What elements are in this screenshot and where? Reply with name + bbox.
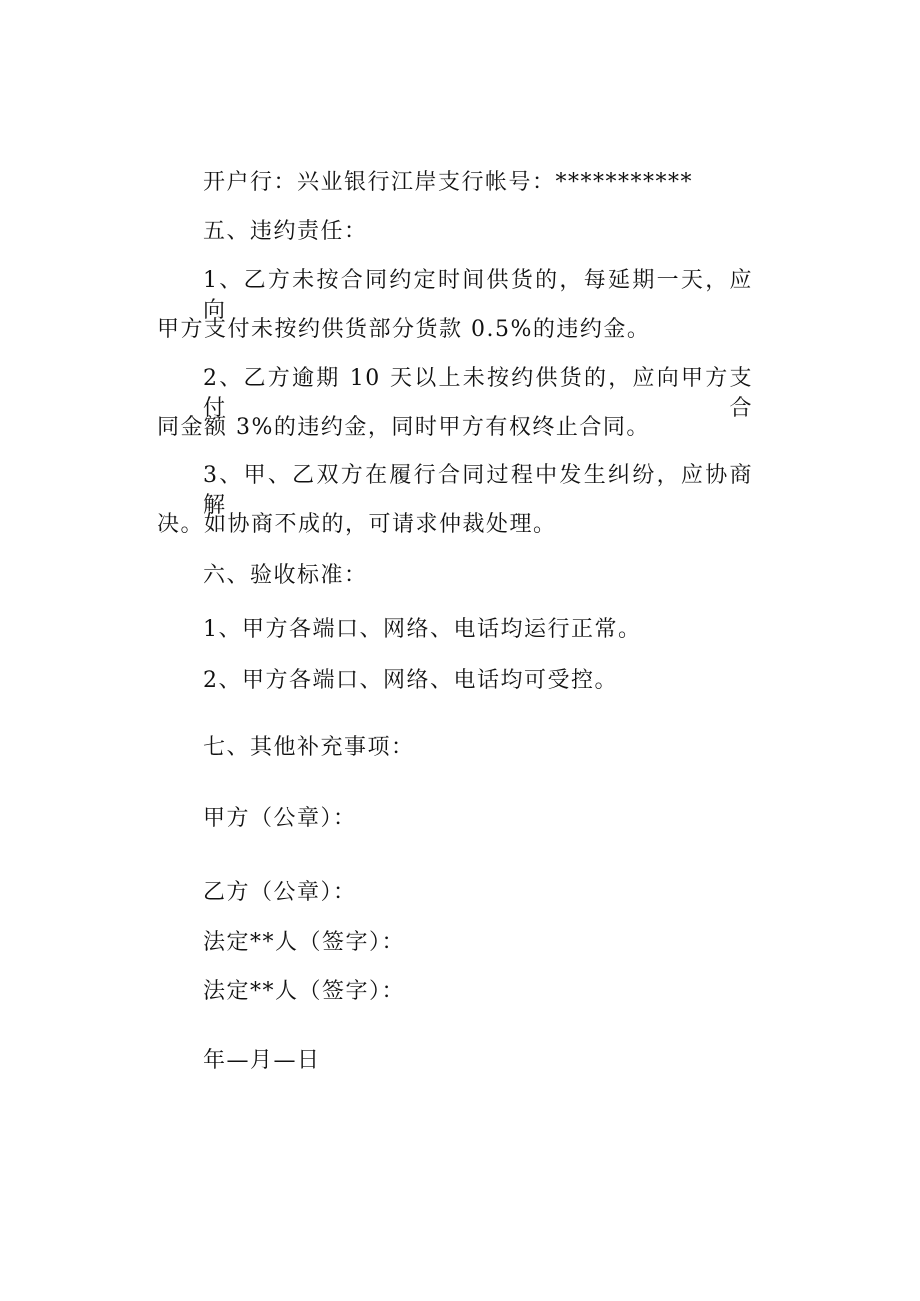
party-a-seal: 甲方（公章）： — [203, 806, 357, 831]
clause-2-line-1: 2、乙方逾期 10 天以上未按约供货的，应向甲方支付合 — [203, 366, 753, 421]
clause-3-line-1: 3、甲、乙双方在履行合同过程中发生纠纷，应协商解 — [203, 463, 753, 518]
party-b-seal: 乙方（公章）： — [203, 880, 357, 905]
legal-rep-signature-2: 法定**人（签字）： — [203, 979, 406, 1004]
section-heading-other: 七、其他补充事项： — [203, 735, 415, 760]
acceptance-item-2: 2、甲方各端口、网络、电话均可受控。 — [203, 668, 618, 693]
clause-3-line-2: 决。如协商不成的，可请求仲裁处理。 — [157, 512, 557, 537]
date-line: 年—月—日 — [203, 1048, 321, 1073]
clause-2-line-2: 同金额 3%的违约金，同时甲方有权终止合同。 — [157, 415, 650, 440]
legal-rep-signature-1: 法定**人（签字）： — [203, 930, 406, 955]
section-heading-breach: 五、违约责任： — [203, 219, 368, 244]
acceptance-item-1: 1、甲方各端口、网络、电话均运行正常。 — [203, 617, 642, 642]
clause-1-line-2: 甲方支付未按约供货部分货款 0.5%的违约金。 — [157, 317, 651, 342]
section-heading-acceptance: 六、验收标准： — [203, 563, 368, 588]
clause-1-line-1: 1、乙方未按合同约定时间供货的，每延期一天，应向 — [203, 268, 753, 323]
bank-account-line: 开户行：兴业银行江岸支行帐号：*********** — [203, 170, 694, 195]
